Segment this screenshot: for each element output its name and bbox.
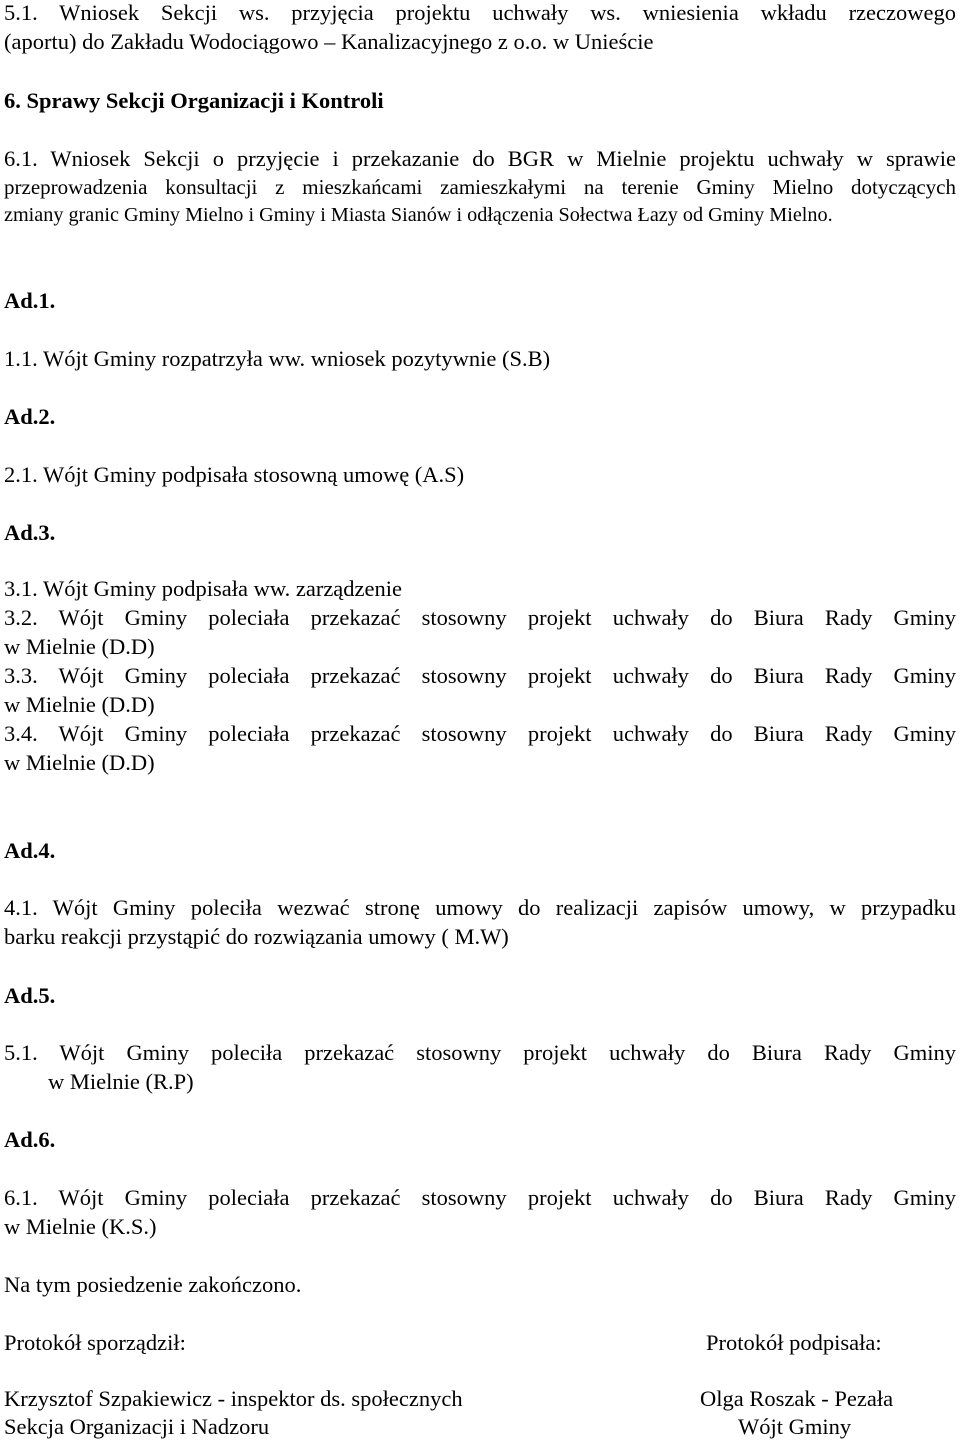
signature-right-name: Olga Roszak - Pezała — [700, 1386, 894, 1411]
signature-right-label: Protokół podpisała: — [706, 1330, 882, 1355]
ad-3-item-1: 3.1. Wójt Gminy podpisała ww. zarządzenie — [4, 576, 403, 601]
ad-3-item-2-line-1: 3.2. Wójt Gminy poleciała przekazać stosowny projekt uchwały do Biura Rady Gminy — [4, 605, 956, 630]
ad-5-item-1-line-2: w Mielnie (R.P) — [48, 1069, 194, 1094]
section-6-heading: 6. Sprawy Sekcji Organizacji i Kontroli — [4, 88, 384, 113]
ad-3-heading: Ad.3. — [4, 520, 56, 545]
item-5-1-line-1: 5.1. Wniosek Sekcji ws. przyjęcia projektu uchwały ws. wniesienia wkładu rzeczowego — [4, 0, 956, 25]
ad-4-item-1-line-1: 4.1. Wójt Gminy poleciła wezwać stronę umowy do realizacji zapisów umowy, w przypadku — [4, 895, 956, 920]
item-6-1-line-2: przeprowadzenia konsultacji z mieszkańcami zamieszkałymi na terenie Gminy Mielno dotyczących — [4, 175, 956, 199]
ad-6-heading: Ad.6. — [4, 1127, 56, 1152]
ad-3-item-3-line-1: 3.3. Wójt Gminy poleciała przekazać stosowny projekt uchwały do Biura Rady Gminy — [4, 663, 956, 688]
ad-6-item-1-line-2: w Mielnie (K.S.) — [4, 1214, 157, 1239]
item-6-1-line-1: 6.1. Wniosek Sekcji o przyjęcie i przekazanie do BGR w Mielnie projektu uchwały w sprawie — [4, 146, 956, 171]
ad-2-item-1: 2.1. Wójt Gminy podpisała stosowną umowę (A.S) — [4, 462, 465, 487]
ad-1-heading: Ad.1. — [4, 288, 56, 313]
ad-3-item-2-line-2: w Mielnie (D.D) — [4, 634, 155, 659]
ad-4-item-1-line-2: barku reakcji przystąpić do rozwiązania umowy ( M.W) — [4, 924, 509, 949]
signature-left-name: Krzysztof Szpakiewicz - inspektor ds. społecznych — [4, 1386, 463, 1411]
ad-6-item-1-line-1: 6.1. Wójt Gminy poleciała przekazać stosowny projekt uchwały do Biura Rady Gminy — [4, 1185, 956, 1210]
ad-5-heading: Ad.5. — [4, 983, 56, 1008]
signature-right-title: Wójt Gminy — [738, 1414, 852, 1439]
ad-1-item-1: 1.1. Wójt Gminy rozpatrzyła ww. wniosek pozytywnie (S.B) — [4, 346, 551, 371]
item-5-1-line-2: (aportu) do Zakładu Wodociągowo – Kanalizacyjnego z o.o. w Unieście — [4, 29, 654, 54]
ad-3-item-4-line-1: 3.4. Wójt Gminy poleciała przekazać stosowny projekt uchwały do Biura Rady Gminy — [4, 721, 956, 746]
signature-left-unit: Sekcja Organizacji i Nadzoru — [4, 1414, 270, 1439]
ad-3-item-3-line-2: w Mielnie (D.D) — [4, 692, 155, 717]
ad-2-heading: Ad.2. — [4, 404, 56, 429]
ad-3-item-4-line-2: w Mielnie (D.D) — [4, 750, 155, 775]
closing-statement: Na tym posiedzenie zakończono. — [4, 1272, 302, 1297]
signature-left-label: Protokół sporządził: — [4, 1330, 186, 1355]
ad-4-heading: Ad.4. — [4, 838, 56, 863]
item-6-1-line-3: zmiany granic Gminy Mielno i Gminy i Miasta Sianów i odłączenia Sołectwa Łazy od Gminy Mielno. — [4, 204, 833, 226]
ad-5-item-1-line-1: 5.1. Wójt Gminy poleciła przekazać stosowny projekt uchwały do Biura Rady Gminy — [4, 1040, 956, 1065]
